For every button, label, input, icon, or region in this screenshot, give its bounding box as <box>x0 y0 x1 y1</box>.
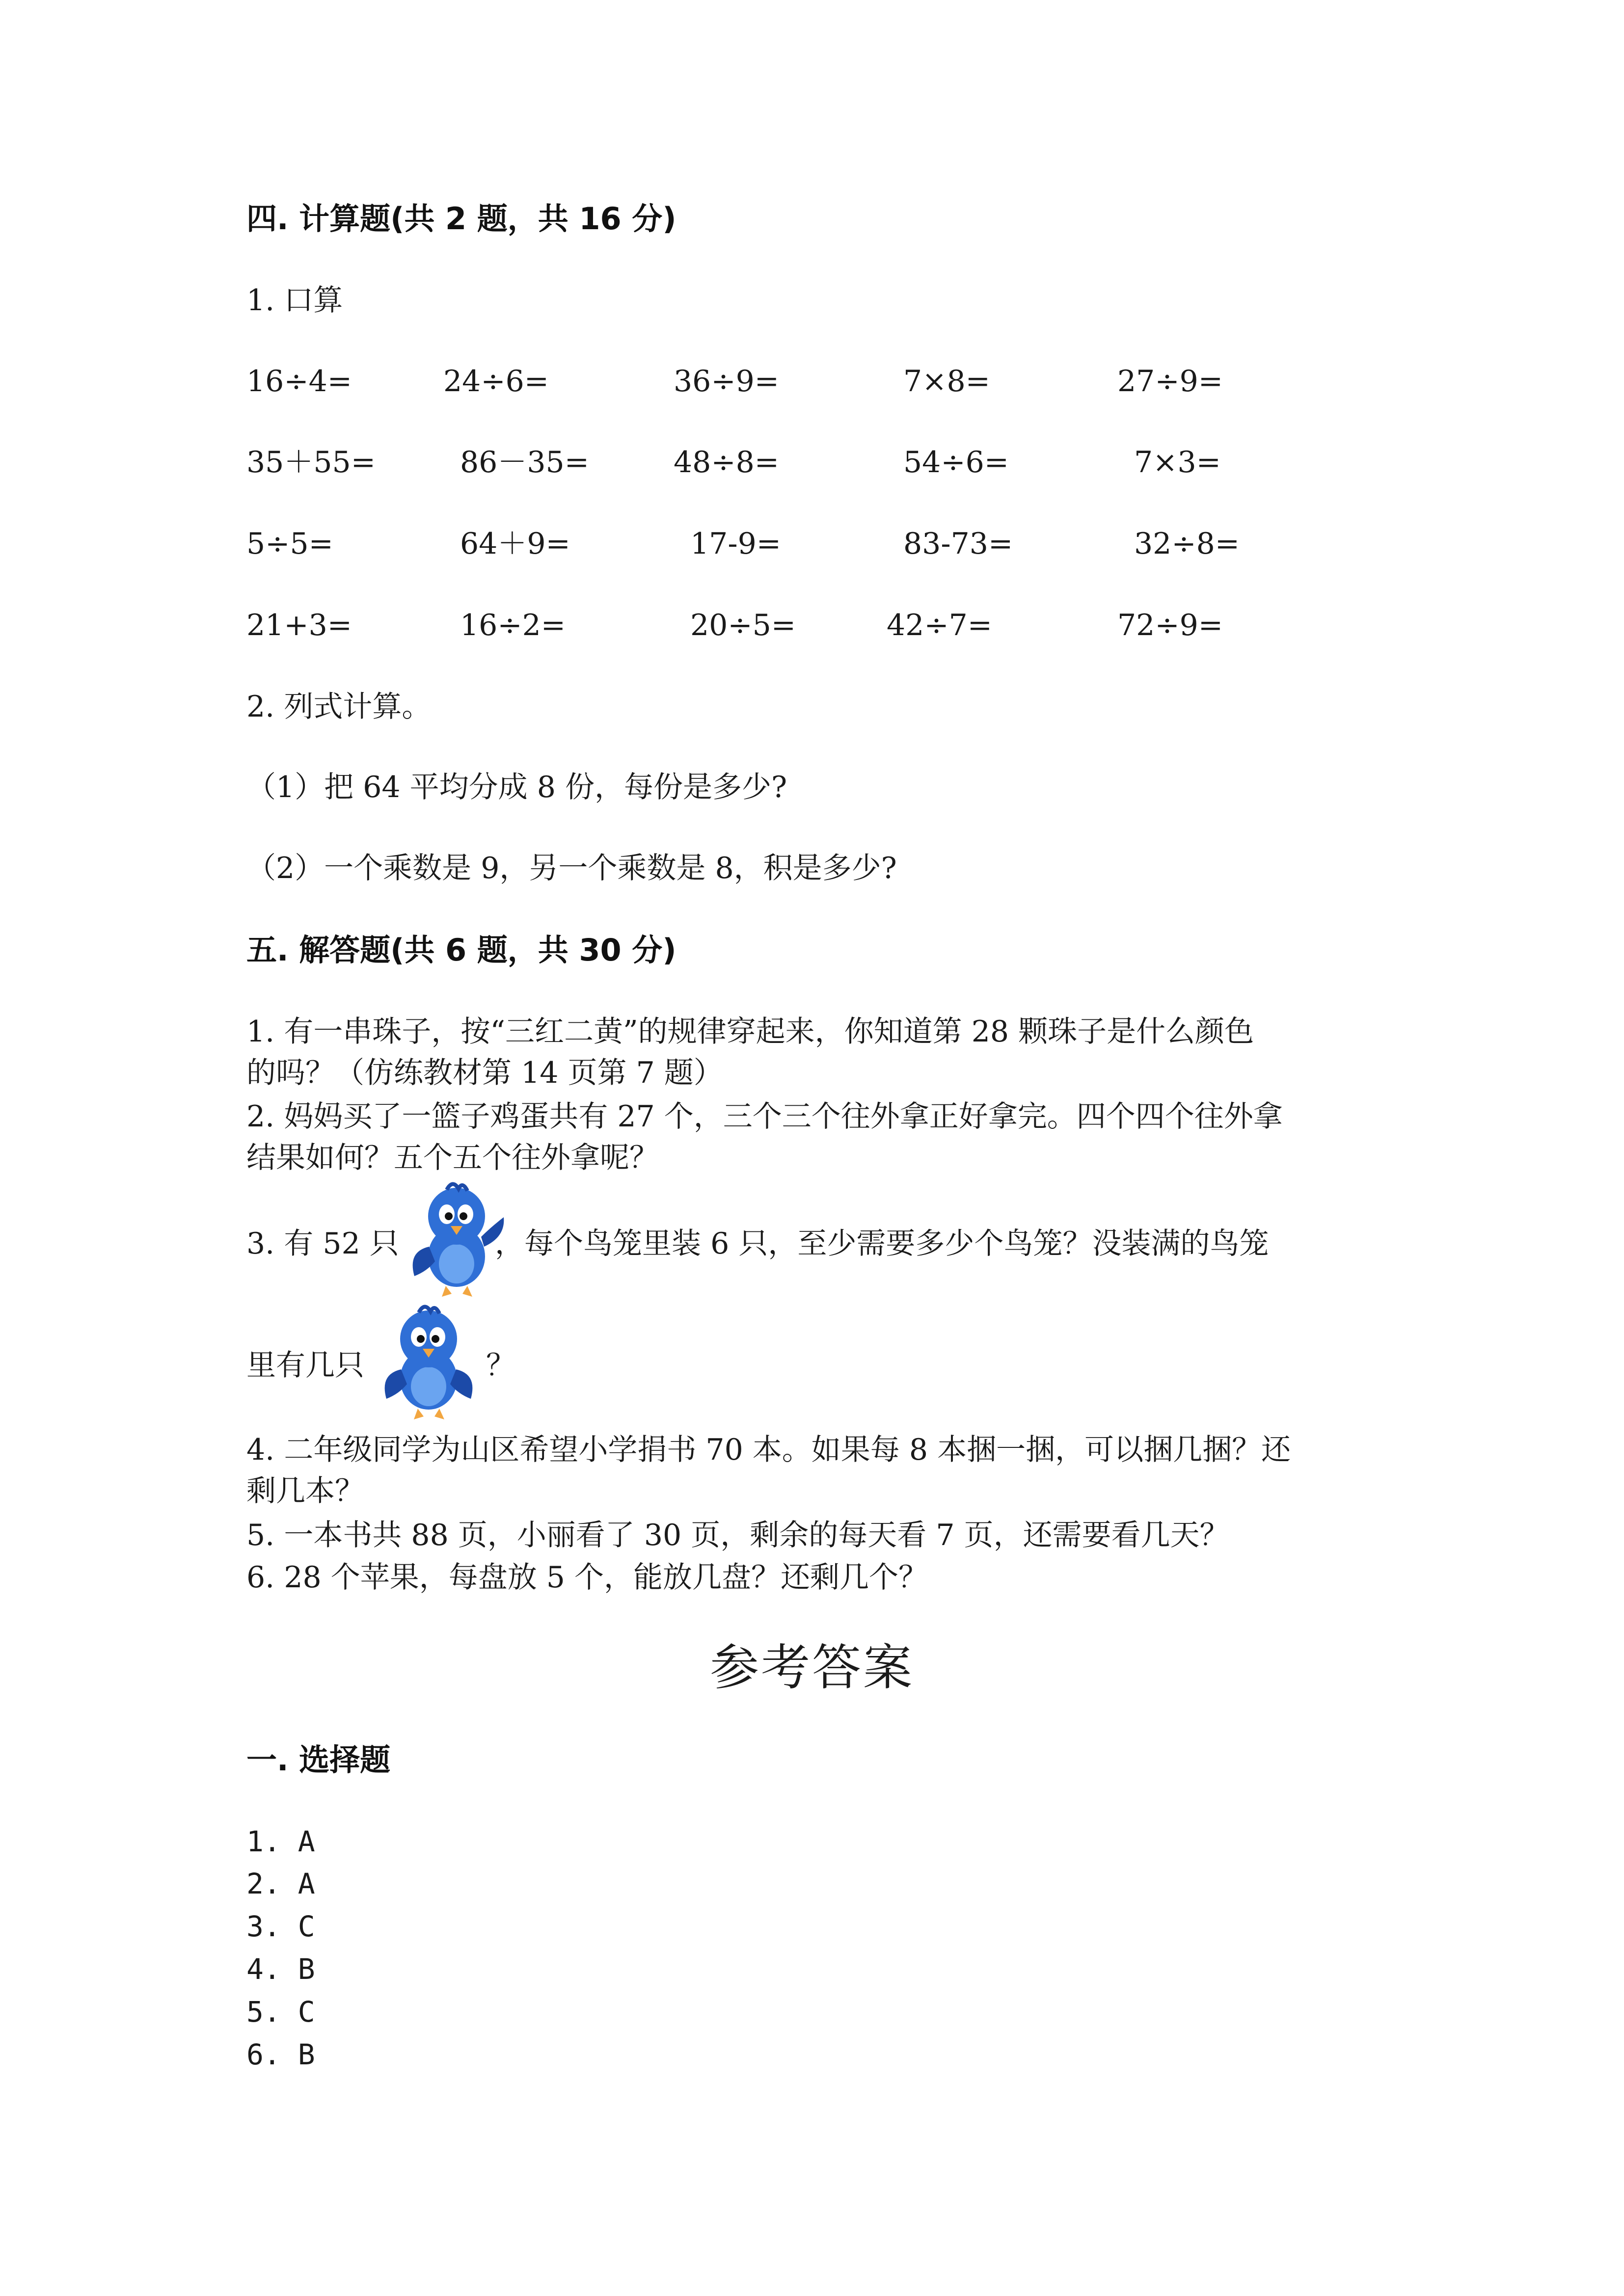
answers-title: 参考答案 <box>710 1639 914 1696</box>
answer-item: 4. B <box>246 1952 315 1986</box>
question-5-1-line: 1. 有一串珠子，按“三红二黄”的规律穿起来，你知道第 28 颗珠子是什么颜色 <box>246 1015 1254 1049</box>
math-cell: 48÷8= <box>674 445 780 480</box>
math-cell: 7×3= <box>1134 445 1221 480</box>
section-5-title: 五. 解答题(共 6 题，共 30 分) <box>246 932 677 968</box>
question-5-4-line: 4. 二年级同学为山区希望小学捐书 70 本。如果每 8 本捆一捆，可以捆几捆？还 <box>246 1433 1291 1467</box>
math-cell: 24÷6= <box>443 364 549 399</box>
question-5-6: 6. 28 个苹果，每盘放 5 个，能放几盘？还剩几个？ <box>246 1560 928 1595</box>
question-5-3-part-d: ？ <box>486 1348 515 1383</box>
question-4-2-item: （1）把 64 平均分成 8 份，每份是多少? <box>246 770 787 804</box>
answer-item: 2. A <box>246 1867 315 1900</box>
math-cell: 21+3= <box>246 608 352 642</box>
math-cell: 35＋55= <box>246 445 376 480</box>
question-4-2-item: （2）一个乘数是 9，另一个乘数是 8，积是多少? <box>246 851 897 885</box>
blue-bird-icon <box>407 1178 506 1301</box>
question-4-2-label: 2. 列式计算。 <box>246 690 432 724</box>
question-5-3-part-a: 3. 有 52 只 <box>246 1227 399 1261</box>
section-4-title: 四. 计算题(共 2 题，共 16 分) <box>246 201 677 237</box>
math-cell: 86－35= <box>460 445 589 480</box>
question-5-5: 5. 一本书共 88 页，小丽看了 30 页，剩余的每天看 7 页，还需要看几天？ <box>246 1518 1229 1552</box>
question-5-4-line: 剩几本？ <box>246 1474 364 1508</box>
answer-item: 6. B <box>246 2038 315 2071</box>
question-5-1-line: 的吗？（仿练教材第 14 页第 7 题） <box>246 1056 723 1090</box>
math-cell: 54÷6= <box>903 445 1009 480</box>
math-cell: 36÷9= <box>674 364 780 399</box>
math-cell: 20÷5= <box>690 608 796 642</box>
question-5-3-part-b: ，每个鸟笼里装 6 只，至少需要多少个鸟笼？没装满的鸟笼 <box>495 1227 1269 1261</box>
math-cell: 7×8= <box>903 364 990 399</box>
answer-item: 5. C <box>246 1995 315 2029</box>
question-5-2-line: 结果如何？五个五个往外拿呢？ <box>246 1141 659 1175</box>
answer-item: 3. C <box>246 1910 315 1943</box>
question-5-3-part-c: 里有几只 <box>246 1348 364 1383</box>
answer-item: 1. A <box>246 1825 315 1858</box>
math-cell: 27÷9= <box>1117 364 1223 399</box>
math-cell: 17-9= <box>690 527 782 561</box>
math-cell: 42÷7= <box>887 608 993 642</box>
question-5-2-line: 2. 妈妈买了一篮子鸡蛋共有 27 个，三个三个往外拿正好拿完。四个四个往外拿 <box>246 1099 1283 1134</box>
blue-bird-icon <box>377 1301 480 1423</box>
math-cell: 72÷9= <box>1117 608 1223 642</box>
question-4-1-label: 1. 口算 <box>246 283 343 318</box>
math-cell: 5÷5= <box>246 527 333 561</box>
math-cell: 83-73= <box>903 527 1013 561</box>
answers-section-1-title: 一. 选择题 <box>246 1742 391 1778</box>
math-cell: 32÷8= <box>1134 527 1240 561</box>
math-cell: 16÷4= <box>246 364 352 399</box>
math-cell: 64＋9= <box>460 527 570 561</box>
math-cell: 16÷2= <box>460 608 566 642</box>
